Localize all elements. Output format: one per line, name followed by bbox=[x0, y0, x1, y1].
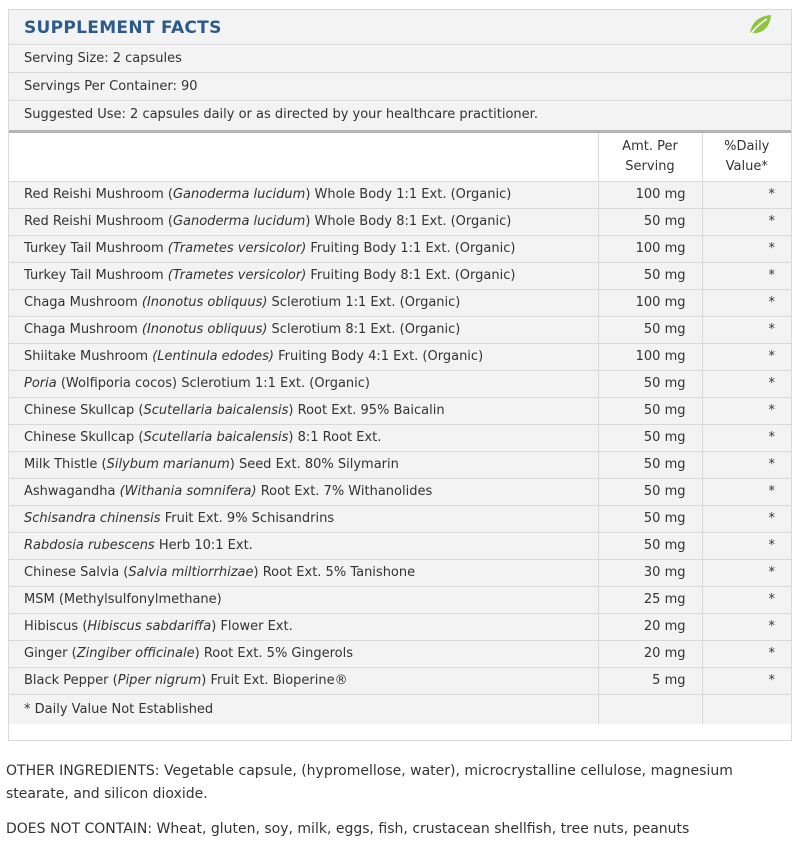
table-row bbox=[9, 478, 791, 505]
ingredient-name bbox=[9, 370, 598, 397]
ingredient-common-name: Red Reishi Mushroom ( bbox=[24, 213, 173, 229]
ingredient-latin-name: Hibiscus sabdariffa bbox=[87, 618, 212, 634]
ingredient-daily-value: * bbox=[702, 235, 791, 262]
table-row bbox=[9, 289, 791, 316]
ingredient-name bbox=[9, 181, 598, 208]
ingredient-detail: Fruiting Body 4:1 Ext. (Organic) bbox=[273, 348, 484, 364]
ingredient-name bbox=[9, 532, 598, 559]
ingredient-detail: Sclerotium 1:1 Ext. (Organic) bbox=[267, 294, 461, 310]
ingredient-common-name: Milk Thistle ( bbox=[24, 456, 107, 472]
ingredient-common-name: Chaga Mushroom bbox=[24, 294, 142, 310]
ingredient-daily-value: * bbox=[702, 505, 791, 532]
ingredient-rows bbox=[9, 181, 791, 694]
ingredient-common-name: Black Pepper ( bbox=[24, 672, 118, 688]
ingredient-latin-name: Salvia miltiorrhizae bbox=[128, 564, 254, 580]
ingredient-detail: ) Root Ext. 95% Baicalin bbox=[288, 402, 445, 418]
ingredient-name bbox=[9, 613, 598, 640]
ingredient-daily-value: * bbox=[702, 208, 791, 235]
ingredient-amount: 100 mg bbox=[598, 343, 702, 370]
ingredient-amount: 50 mg bbox=[598, 208, 702, 235]
table-header-row bbox=[9, 133, 791, 181]
ingredient-amount: 50 mg bbox=[598, 451, 702, 478]
ingredient-common-name: Shiitake Mushroom bbox=[24, 348, 153, 364]
supplement-facts-panel bbox=[8, 9, 792, 741]
ingredient-detail: Fruit Ext. 9% Schisandrins bbox=[160, 510, 335, 526]
ingredient-daily-value: * bbox=[702, 451, 791, 478]
ingredient-latin-name: Ganoderma lucidum bbox=[172, 213, 306, 229]
ingredient-name bbox=[9, 316, 598, 343]
ingredient-common-name: Chaga Mushroom bbox=[24, 321, 142, 337]
ingredient-name bbox=[9, 397, 598, 424]
ingredient-latin-name: Scutellaria baicalensis bbox=[143, 429, 289, 445]
ingredient-common-name: Chinese Skullcap ( bbox=[24, 402, 144, 418]
table-row bbox=[9, 181, 791, 208]
ingredient-amount: 100 mg bbox=[598, 289, 702, 316]
ingredient-daily-value: * bbox=[702, 586, 791, 613]
ingredient-amount: 20 mg bbox=[598, 640, 702, 667]
ingredient-name bbox=[9, 424, 598, 451]
ingredient-name bbox=[9, 559, 598, 586]
ingredient-common-name: Ashwagandha bbox=[24, 483, 120, 499]
ingredient-detail: ) Fruit Ext. Bioperine® bbox=[201, 672, 348, 688]
ingredient-detail: Herb 10:1 Ext. bbox=[154, 537, 253, 553]
ingredient-name bbox=[9, 451, 598, 478]
ingredient-amount: 50 mg bbox=[598, 370, 702, 397]
ingredient-name bbox=[9, 343, 598, 370]
ingredient-amount: 50 mg bbox=[598, 316, 702, 343]
ingredient-latin-name: Ganoderma lucidum bbox=[172, 186, 306, 202]
page-title: SUPPLEMENT FACTS bbox=[24, 18, 222, 38]
ingredient-daily-value: * bbox=[702, 316, 791, 343]
ingredient-detail: ) Flower Ext. bbox=[211, 618, 293, 634]
ingredient-daily-value: * bbox=[702, 289, 791, 316]
ingredient-detail: ) 8:1 Root Ext. bbox=[288, 429, 382, 445]
ingredient-daily-value: * bbox=[702, 559, 791, 586]
ingredient-common-name: Chinese Salvia ( bbox=[24, 564, 129, 580]
table-row bbox=[9, 208, 791, 235]
ingredient-name bbox=[9, 667, 598, 694]
table-row bbox=[9, 316, 791, 343]
dv-header-line1: %Daily bbox=[724, 138, 770, 154]
ingredient-name bbox=[9, 640, 598, 667]
table-row bbox=[9, 532, 791, 559]
ingredient-daily-value: * bbox=[702, 613, 791, 640]
ingredient-latin-name: Silybum marianum bbox=[106, 456, 230, 472]
table-row bbox=[9, 586, 791, 613]
table-row bbox=[9, 613, 791, 640]
amount-header-line2: Serving bbox=[625, 158, 675, 174]
does-not-contain: DOES NOT CONTAIN: Wheat, gluten, soy, milk, eggs, fish, crustacean shellfish, tree nuts, peanuts bbox=[6, 821, 690, 837]
table-row bbox=[9, 343, 791, 370]
table-row bbox=[9, 262, 791, 289]
ingredient-amount: 50 mg bbox=[598, 505, 702, 532]
ingredient-latin-name: (Trametes versicolor) bbox=[167, 240, 307, 256]
ingredient-latin-name: Rabdosia rubescens bbox=[24, 537, 155, 553]
amount-column-header bbox=[598, 133, 702, 181]
table-row bbox=[9, 667, 791, 694]
ingredient-detail: ) Whole Body 8:1 Ext. (Organic) bbox=[305, 213, 512, 229]
amount-header-line1: Amt. Per bbox=[622, 138, 678, 154]
ingredient-amount: 100 mg bbox=[598, 181, 702, 208]
ingredient-daily-value: * bbox=[702, 262, 791, 289]
ingredient-detail: (Wolfiporia cocos) Sclerotium 1:1 Ext. (Organic) bbox=[56, 375, 371, 391]
ingredient-detail: ) Root Ext. 5% Tanishone bbox=[253, 564, 416, 580]
ingredient-common-name: MSM (Methylsulfonylmethane) bbox=[24, 591, 222, 607]
facts-header bbox=[9, 10, 791, 45]
ingredient-daily-value: * bbox=[702, 532, 791, 559]
ingredient-daily-value: * bbox=[702, 424, 791, 451]
ingredient-amount: 20 mg bbox=[598, 613, 702, 640]
ingredient-latin-name: (Trametes versicolor) bbox=[167, 267, 307, 283]
ingredient-common-name: Turkey Tail Mushroom bbox=[24, 240, 168, 256]
suggested-use: Suggested Use: 2 capsules daily or as directed by your healthcare practitioner. bbox=[9, 101, 791, 130]
ingredient-daily-value: * bbox=[702, 478, 791, 505]
ingredient-common-name: Red Reishi Mushroom ( bbox=[24, 186, 173, 202]
footnote: * Daily Value Not Established bbox=[9, 694, 598, 724]
ingredient-daily-value: * bbox=[702, 343, 791, 370]
table-row bbox=[9, 505, 791, 532]
servings-per-container: Servings Per Container: 90 bbox=[9, 73, 791, 101]
ingredient-amount: 50 mg bbox=[598, 262, 702, 289]
ingredient-name bbox=[9, 289, 598, 316]
ingredient-name bbox=[9, 262, 598, 289]
ingredient-daily-value: * bbox=[702, 181, 791, 208]
ingredient-common-name: Hibiscus ( bbox=[24, 618, 88, 634]
leaf-icon bbox=[747, 13, 773, 37]
ingredient-detail: ) Seed Ext. 80% Silymarin bbox=[229, 456, 399, 472]
ingredient-name bbox=[9, 586, 598, 613]
ingredient-amount: 25 mg bbox=[598, 586, 702, 613]
ingredient-column-header bbox=[9, 133, 598, 181]
ingredient-daily-value: * bbox=[702, 397, 791, 424]
ingredient-amount: 5 mg bbox=[598, 667, 702, 694]
ingredient-common-name: Chinese Skullcap ( bbox=[24, 429, 144, 445]
ingredient-detail: Fruiting Body 1:1 Ext. (Organic) bbox=[306, 240, 516, 256]
ingredient-name bbox=[9, 478, 598, 505]
ingredient-detail: ) Whole Body 1:1 Ext. (Organic) bbox=[305, 186, 512, 202]
ingredient-latin-name: (Lentinula edodes) bbox=[152, 348, 274, 364]
table-row bbox=[9, 451, 791, 478]
ingredient-amount: 30 mg bbox=[598, 559, 702, 586]
ingredient-detail: Sclerotium 8:1 Ext. (Organic) bbox=[267, 321, 461, 337]
ingredient-amount: 100 mg bbox=[598, 235, 702, 262]
ingredient-latin-name: (Inonotus obliquus) bbox=[141, 321, 268, 337]
ingredient-latin-name: Zingiber officinale bbox=[76, 645, 195, 661]
dv-header-line2: Value* bbox=[725, 158, 768, 174]
ingredient-latin-name: Schisandra chinensis bbox=[24, 510, 161, 526]
ingredient-daily-value: * bbox=[702, 370, 791, 397]
ingredient-detail: ) Root Ext. 5% Gingerols bbox=[194, 645, 353, 661]
ingredient-latin-name: Poria bbox=[24, 375, 57, 391]
footnote-empty-cell bbox=[598, 694, 702, 724]
table-row bbox=[9, 235, 791, 262]
ingredient-name bbox=[9, 208, 598, 235]
dv-column-header bbox=[702, 133, 791, 181]
footnote-row bbox=[9, 694, 791, 724]
ingredient-latin-name: (Inonotus obliquus) bbox=[141, 294, 268, 310]
table-row bbox=[9, 370, 791, 397]
table-row bbox=[9, 397, 791, 424]
table-row bbox=[9, 559, 791, 586]
footnote-empty-cell bbox=[702, 694, 791, 724]
ingredient-common-name: Turkey Tail Mushroom bbox=[24, 267, 168, 283]
ingredient-daily-value: * bbox=[702, 640, 791, 667]
ingredient-latin-name: Scutellaria baicalensis bbox=[143, 402, 289, 418]
ingredient-common-name: Ginger ( bbox=[24, 645, 77, 661]
table-row bbox=[9, 424, 791, 451]
ingredient-latin-name: Piper nigrum bbox=[117, 672, 202, 688]
serving-size: Serving Size: 2 capsules bbox=[9, 45, 791, 73]
ingredient-detail: Fruiting Body 8:1 Ext. (Organic) bbox=[306, 267, 516, 283]
other-ingredients: OTHER INGREDIENTS: Vegetable capsule, (hypromellose, water), microcrystalline cellulose, magnesium stearate, and silicon dioxide. bbox=[6, 763, 733, 802]
ingredient-name bbox=[9, 505, 598, 532]
ingredient-amount: 50 mg bbox=[598, 478, 702, 505]
table-row bbox=[9, 640, 791, 667]
facts-table bbox=[9, 133, 791, 724]
ingredient-amount: 50 mg bbox=[598, 397, 702, 424]
ingredient-name bbox=[9, 235, 598, 262]
ingredient-daily-value: * bbox=[702, 667, 791, 694]
ingredient-amount: 50 mg bbox=[598, 424, 702, 451]
ingredient-latin-name: (Withania somnifera) bbox=[119, 483, 257, 499]
ingredient-amount: 50 mg bbox=[598, 532, 702, 559]
ingredient-detail: Root Ext. 7% Withanolides bbox=[256, 483, 433, 499]
